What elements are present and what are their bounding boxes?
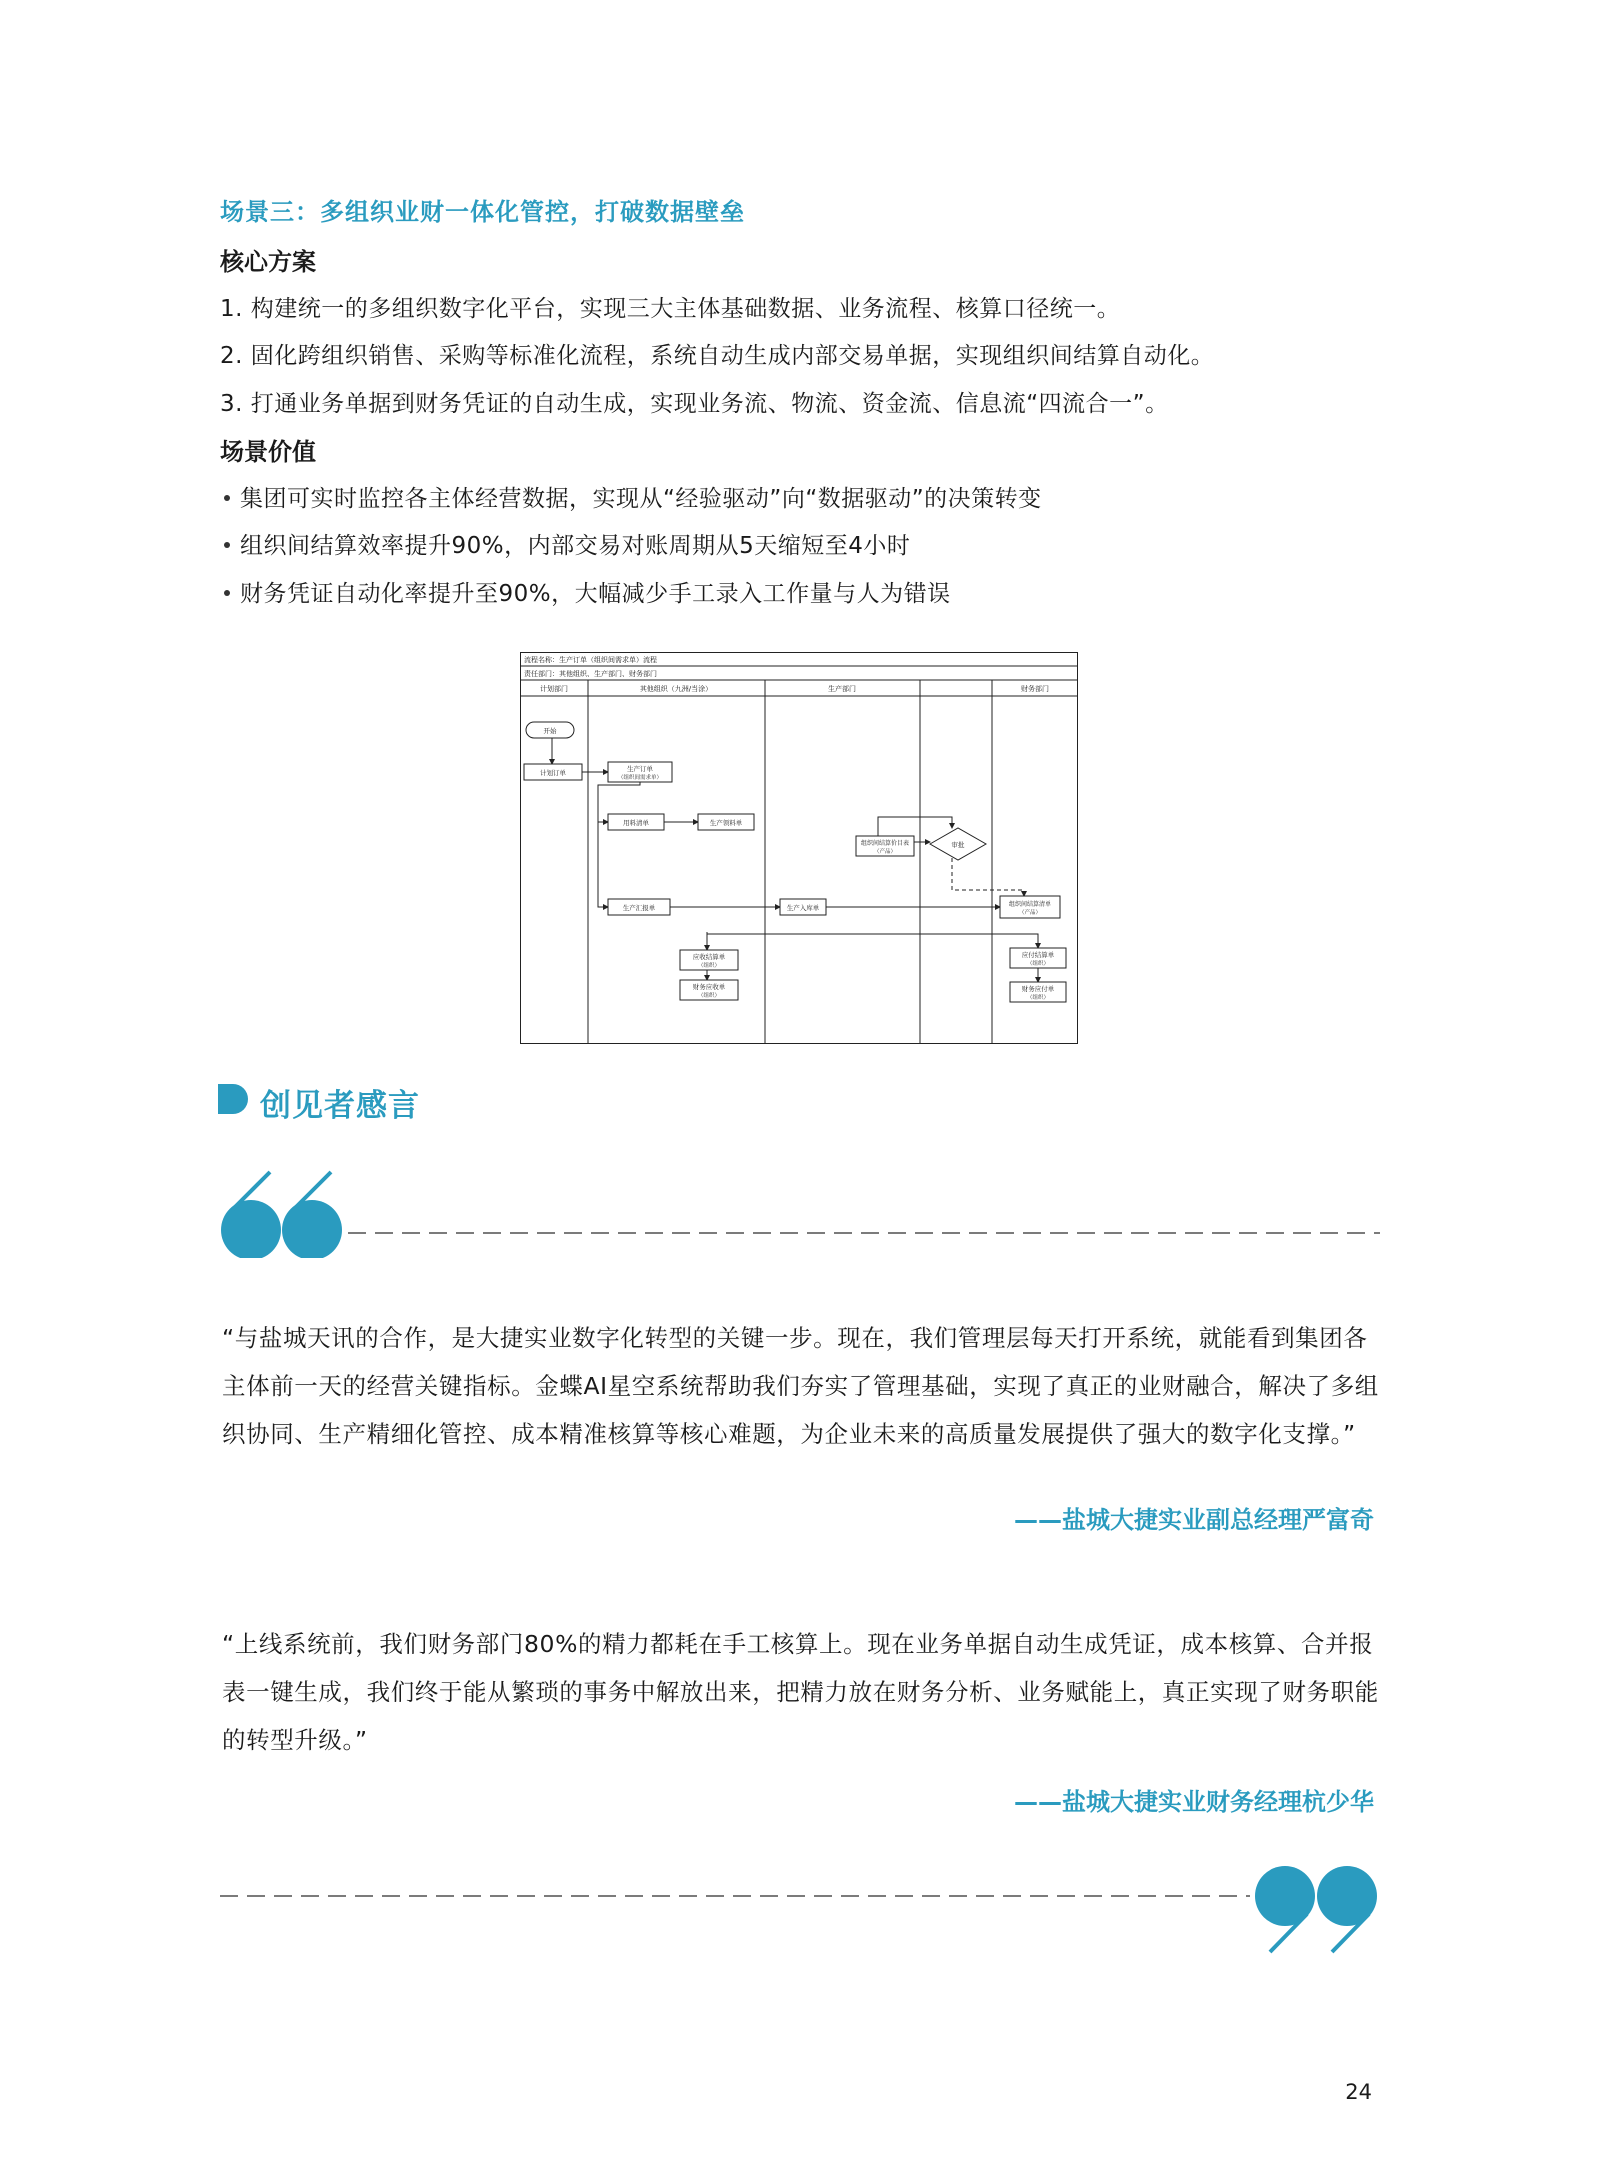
node-ar-left-label: 应收结算单 (692, 953, 726, 961)
node-pick-label: 用料清单 (623, 819, 649, 827)
node-prod-in-label: 生产入库单 (786, 904, 820, 912)
lane-finance: 财务部门 (1021, 685, 1049, 693)
quote-2: “上线系统前，我们财务部门80%的精力都耗在手工核算上。现在业务单据自动生成凭证，成本核算、合并报表一键生成，我们终于能从繁琐的事务中解放出来，把精力放在财务分析、业务赋能上，真正实现了财务职能的转型升级。” (222, 1630, 1379, 1754)
open-quote-icon (218, 1168, 1380, 1258)
node-fin-right-sub: （组织） (1026, 995, 1050, 1001)
node-prod-pick-label: 生产领料单 (709, 819, 743, 827)
node-ap-right-sub: （组织） (1026, 961, 1050, 967)
node-settle-list-sub: （产品） (1018, 910, 1042, 916)
lane-other-org: 其他组织（九洲/当涂） (639, 685, 713, 693)
node-fin-right-label: 财务应付单 (1021, 985, 1055, 993)
node-fin-left-sub: （组织） (697, 993, 721, 999)
node-settle-price-sub: （产品） (873, 849, 897, 855)
node-prod-order-sub: （组织间需求单） (617, 775, 663, 781)
lane-production: 生产部门 (828, 685, 856, 693)
flowchart-frame (521, 653, 1078, 1044)
scene-title: 场景三：多组织业财一体化管控，打破数据壁垒 (220, 198, 745, 226)
core-item-1: 1. 构建统一的多组织数字化平台，实现三大主体基础数据、业务流程、核算口径统一。 (220, 296, 1121, 322)
page-number: 24 (1345, 2080, 1372, 2104)
core-item-2: 2. 固化跨组织销售、采购等标准化流程，系统自动生成内部交易单据，实现组织间结算自动化。 (220, 343, 1215, 369)
value-item-3 (224, 575, 951, 608)
flowchart-header-2: 责任部门：其他组织、生产部门、财务部门 (524, 670, 657, 678)
flowchart-header-1: 流程名称：生产订单（组织间需求单）流程 (524, 656, 657, 664)
quote-2-signature: ——盐城大捷实业财务经理杭少华 (1014, 1788, 1374, 1816)
node-settle-list-label: 组织间结算清单 (1008, 901, 1052, 908)
process-flowchart (520, 652, 1078, 1044)
core-item-3: 3. 打通业务单据到财务凭证的自动生成，实现业务流、物流、资金流、信息流“四流合一”。 (220, 391, 1169, 417)
insights-heading-text: 创见者感言 (260, 1088, 420, 1124)
value-item-1 (224, 480, 1042, 513)
quote-1-signature: ——盐城大捷实业副总经理严富奇 (1014, 1506, 1374, 1534)
heading-marker-icon (218, 1084, 248, 1114)
quote-1: “与盐城天讯的合作，是大捷实业数字化转型的关键一步。现在，我们管理层每天打开系统，就能看到集团各主体前一天的经营关键指标。金蝶AI星空系统帮助我们夯实了管理基础，实现了真正的业财融合，解决了多组织协同、生产精细化管控、成本精准核算等核心难题，为企业未来的高质量发展提供了强大的数字化支撑。” (222, 1324, 1379, 1448)
value-item-text: 组织间结算效率提升90%，内部交易对账周期从5天缩短至4小时 (240, 533, 911, 559)
lane-plan: 计划部门 (540, 685, 568, 693)
value-item-text: 财务凭证自动化率提升至90%，大幅减少手工录入工作量与人为错误 (240, 581, 951, 607)
value-heading: 场景价值 (220, 438, 316, 466)
node-audit-label: 审批 (951, 841, 965, 849)
bullet-icon (224, 495, 230, 501)
node-ap-right-label: 应付结算单 (1021, 951, 1055, 959)
bullet-icon (224, 590, 230, 596)
core-heading: 核心方案 (220, 248, 316, 276)
node-prod-order-label: 生产订单 (627, 765, 653, 773)
value-item-2 (224, 527, 910, 560)
node-fin-left-label: 财务应收单 (692, 983, 726, 991)
node-settle-price-label: 组织间结算价目表 (860, 840, 910, 847)
node-ar-left-sub: （组织） (697, 963, 721, 969)
node-start-label: 开始 (543, 727, 557, 735)
node-prod-report-label: 生产汇报单 (622, 904, 656, 912)
value-item-text: 集团可实时监控各主体经营数据，实现从“经验驱动”向“数据驱动”的决策转变 (240, 486, 1042, 512)
bullet-icon (224, 542, 230, 548)
close-quote-icon (220, 1866, 1380, 1956)
node-plan-order-label: 计划订单 (540, 769, 566, 777)
